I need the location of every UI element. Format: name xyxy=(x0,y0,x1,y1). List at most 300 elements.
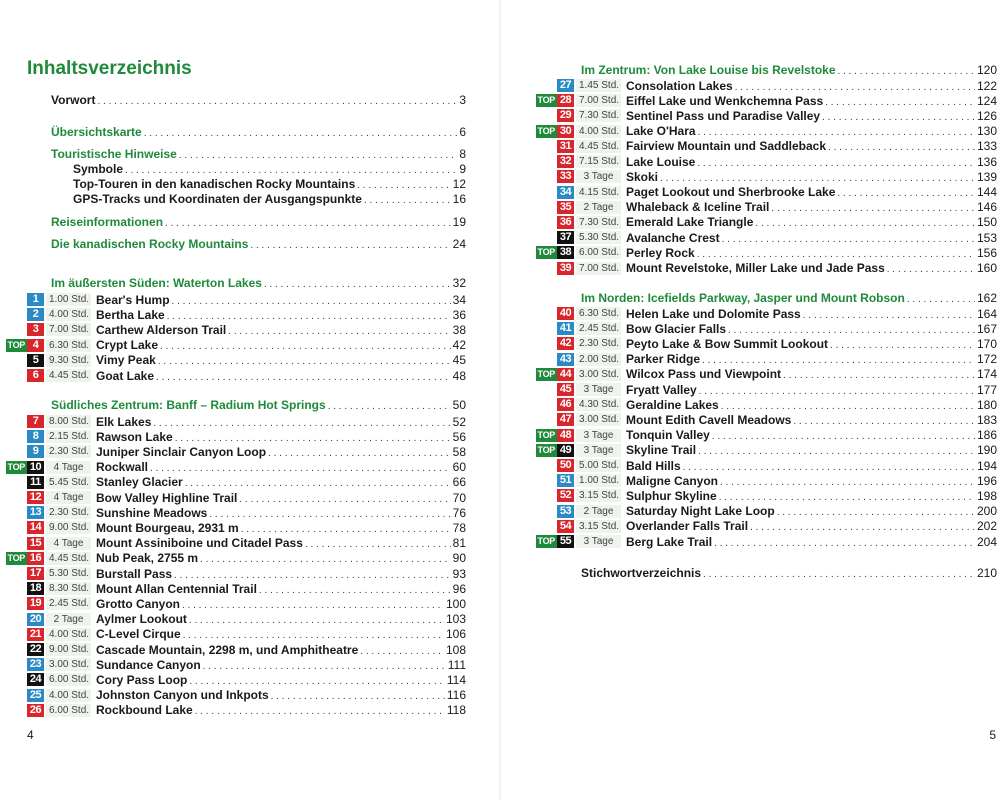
dot-leader xyxy=(837,185,975,199)
toc-entry[interactable] xyxy=(51,147,466,162)
tour-page-number: 114 xyxy=(446,672,466,687)
tour-name: Bow Glacier Falls xyxy=(626,321,727,336)
tour-entry-21[interactable] xyxy=(3,627,466,642)
page-number-right: 5 xyxy=(989,728,996,742)
toc-page-number: 210 xyxy=(976,566,997,580)
tour-number-badge: 22 xyxy=(27,643,44,656)
tour-duration: 3 Tage xyxy=(576,535,621,548)
toc-entry-label: Vorwort xyxy=(51,93,96,107)
tour-name: Sentinel Pass und Paradise Valley xyxy=(626,108,821,123)
section-heading-icefields[interactable] xyxy=(581,291,997,306)
tour-duration: 7.15 Std. xyxy=(576,155,621,168)
dot-leader xyxy=(241,521,451,535)
tour-name: Cascade Mountain, 2298 m, und Amphitheatre xyxy=(96,642,359,657)
tour-duration: 4.45 Std. xyxy=(576,140,621,153)
tour-number-badge: 34 xyxy=(557,186,574,199)
tour-page-number: 60 xyxy=(452,460,466,475)
toc-page-number: 6 xyxy=(459,125,466,139)
tour-entry-43[interactable] xyxy=(533,352,997,367)
dot-leader xyxy=(189,612,444,626)
tour-entry-55[interactable] xyxy=(533,534,997,549)
dot-leader xyxy=(703,566,975,582)
tour-name: Eiffel Lake und Wenkchemna Pass xyxy=(626,93,824,108)
dot-leader xyxy=(719,489,975,503)
tour-entry-48[interactable] xyxy=(533,428,997,443)
tour-name: Sulphur Skyline xyxy=(626,488,717,503)
tour-number-badge: 33 xyxy=(557,170,574,183)
tour-name: Juniper Sinclair Canyon Loop xyxy=(96,444,267,459)
tour-entry-8[interactable] xyxy=(3,429,466,444)
tour-name: Bertha Lake xyxy=(96,307,165,322)
tour-entry-46[interactable] xyxy=(533,397,997,412)
tour-duration: 2 Tage xyxy=(46,613,91,626)
tour-name: Mount Assiniboine und Citadel Pass xyxy=(96,536,303,551)
tour-name: Avalanche Crest xyxy=(626,230,720,245)
tour-number-badge: 1 xyxy=(27,293,44,306)
dot-leader xyxy=(182,597,444,611)
top-badge: TOP xyxy=(537,444,555,455)
tour-duration: 3 Tage xyxy=(576,444,621,457)
dot-leader xyxy=(683,459,975,473)
tour-duration: 2.45 Std. xyxy=(46,597,91,610)
tour-duration: 4.00 Std. xyxy=(576,125,621,138)
tour-entry-42[interactable] xyxy=(533,336,997,351)
tour-number-badge: 49 xyxy=(557,444,574,457)
dot-leader xyxy=(722,231,975,245)
dot-leader xyxy=(825,94,975,108)
tour-number-badge: 43 xyxy=(557,353,574,366)
tour-page-number: 34 xyxy=(452,292,466,307)
dot-leader xyxy=(271,688,445,702)
tour-duration: 1.00 Std. xyxy=(576,474,621,487)
dot-leader xyxy=(830,337,975,351)
toc-page-number: 8 xyxy=(459,147,466,161)
dot-leader xyxy=(783,367,975,381)
toc-page-number: 16 xyxy=(452,192,466,206)
toc-entry-label: Die kanadischen Rocky Mountains xyxy=(51,237,249,251)
tour-page-number: 45 xyxy=(452,353,466,368)
top-badge: TOP xyxy=(537,95,555,106)
top-slot xyxy=(533,444,557,457)
dot-leader xyxy=(660,170,975,184)
tour-number-badge: 12 xyxy=(27,491,44,504)
tour-entry-51[interactable] xyxy=(533,473,997,488)
top-badge: TOP xyxy=(537,125,555,136)
tour-name: Goat Lake xyxy=(96,368,155,383)
tour-duration: 9.30 Std. xyxy=(46,354,91,367)
tour-duration: 4.45 Std. xyxy=(46,369,91,382)
dot-leader xyxy=(305,536,451,550)
tour-duration: 2.30 Std. xyxy=(576,337,621,350)
toc-entry[interactable] xyxy=(51,93,466,108)
tour-name: Mount Allan Centennial Trail xyxy=(96,581,257,596)
dot-leader xyxy=(125,162,457,178)
toc-entry[interactable] xyxy=(73,162,466,177)
dot-leader xyxy=(150,460,451,474)
dot-leader xyxy=(360,643,444,657)
tour-name: Fairview Mountain und Saddleback xyxy=(626,139,827,154)
tour-number-badge: 27 xyxy=(557,79,574,92)
tour-entry-13[interactable] xyxy=(3,505,466,520)
tour-entry-35[interactable] xyxy=(533,200,997,215)
tour-entry-3[interactable] xyxy=(3,322,466,337)
toc-entry[interactable] xyxy=(73,177,466,192)
tour-duration: 3.00 Std. xyxy=(576,368,621,381)
toc-page-number: 3 xyxy=(459,93,466,107)
tour-number-badge: 23 xyxy=(27,658,44,671)
tour-name: Vimy Peak xyxy=(96,353,156,368)
tour-number-badge: 4 xyxy=(27,339,44,352)
tour-name: Overlander Falls Trail xyxy=(626,519,749,534)
tour-duration: 6.00 Std. xyxy=(576,246,621,259)
toc-entry-label: Stichwortverzeichnis xyxy=(581,566,702,580)
tour-entry-10[interactable] xyxy=(3,460,466,475)
tour-name: Johnston Canyon und Inkpots xyxy=(96,688,269,703)
tour-name: Helen Lake und Dolomite Pass xyxy=(626,306,801,321)
tour-entry-15[interactable] xyxy=(3,536,466,551)
tour-entry-1[interactable] xyxy=(3,292,466,307)
tour-name: Parker Ridge xyxy=(626,352,701,367)
dot-leader xyxy=(160,338,451,352)
tour-entry-47[interactable] xyxy=(533,412,997,427)
tour-entry-31[interactable] xyxy=(533,139,997,154)
top-badge: TOP xyxy=(7,461,25,472)
dot-leader xyxy=(203,658,446,672)
dot-leader xyxy=(907,291,975,307)
tour-name: C-Level Cirque xyxy=(96,627,181,642)
dot-leader xyxy=(728,322,975,336)
tour-page-number: 56 xyxy=(452,429,466,444)
tour-page-number: 172 xyxy=(976,352,997,367)
tour-entry-34[interactable] xyxy=(533,185,997,200)
tour-entry-7[interactable] xyxy=(3,414,466,429)
toc-page-number: 12 xyxy=(452,177,466,191)
tour-number-badge: 30 xyxy=(557,125,574,138)
tour-page-number: 204 xyxy=(976,534,997,549)
tour-duration: 2 Tage xyxy=(576,505,621,518)
tour-entry-25[interactable] xyxy=(3,688,466,703)
dot-leader xyxy=(174,567,451,581)
toc-entry[interactable] xyxy=(51,125,466,140)
dot-leader xyxy=(714,535,975,549)
tour-page-number: 118 xyxy=(446,703,466,718)
tour-page-number: 196 xyxy=(976,473,997,488)
tour-number-badge: 31 xyxy=(557,140,574,153)
tour-number-badge: 45 xyxy=(557,383,574,396)
tour-duration: 4.00 Std. xyxy=(46,628,91,641)
top-badge: TOP xyxy=(537,536,555,546)
toc-entry[interactable] xyxy=(73,192,466,207)
tour-name: Bald Hills xyxy=(626,458,681,473)
tour-duration: 7.00 Std. xyxy=(46,323,91,336)
dot-leader xyxy=(887,261,975,275)
tour-entry-18[interactable] xyxy=(3,581,466,596)
tour-entry-28[interactable] xyxy=(533,93,997,108)
tour-entry-49[interactable] xyxy=(533,443,997,458)
tour-page-number: 160 xyxy=(976,261,997,276)
tour-duration: 3 Tage xyxy=(576,170,621,183)
tour-entry-27[interactable] xyxy=(533,78,997,93)
tour-duration: 3 Tage xyxy=(576,383,621,396)
top-badge: TOP xyxy=(537,368,555,379)
page-number-left: 4 xyxy=(27,728,34,742)
tour-number-badge: 3 xyxy=(27,323,44,336)
tour-name: Mount Bourgeau, 2931 m xyxy=(96,520,239,535)
tour-entry-38[interactable] xyxy=(533,245,997,260)
tour-page-number: 96 xyxy=(452,581,466,596)
tour-duration: 7.30 Std. xyxy=(576,216,621,229)
dot-leader xyxy=(144,125,458,141)
tour-page-number: 122 xyxy=(976,78,997,93)
tour-number-badge: 52 xyxy=(557,489,574,502)
tour-entry-32[interactable] xyxy=(533,154,997,169)
tour-name: Berg Lake Trail xyxy=(626,534,713,549)
tour-entry-44[interactable] xyxy=(533,367,997,382)
dot-leader xyxy=(167,308,451,322)
tour-duration: 4 Tage xyxy=(46,491,91,504)
top-slot xyxy=(3,461,27,474)
tour-duration: 9.00 Std. xyxy=(46,643,91,656)
tour-number-badge: 14 xyxy=(27,521,44,534)
top-badge: TOP xyxy=(7,552,25,563)
top-slot xyxy=(533,429,557,442)
tour-page-number: 164 xyxy=(976,306,997,321)
tour-name: Stanley Glacier xyxy=(96,475,183,490)
tour-number-badge: 39 xyxy=(557,262,574,275)
tour-entry-20[interactable] xyxy=(3,612,466,627)
tour-page-number: 144 xyxy=(976,185,997,200)
dot-leader xyxy=(228,323,450,337)
toc-page-number: 32 xyxy=(452,276,466,290)
dot-leader xyxy=(712,428,975,442)
tour-number-badge: 26 xyxy=(27,704,44,717)
tour-name: Emerald Lake Triangle xyxy=(626,215,754,230)
dot-leader xyxy=(828,139,975,153)
tour-duration: 5.30 Std. xyxy=(576,231,621,244)
tour-name: Mount Revelstoke, Miller Lake und Jade Pass xyxy=(626,261,885,276)
tour-page-number: 106 xyxy=(445,627,466,642)
tour-entry-11[interactable] xyxy=(3,475,466,490)
tour-entry-54[interactable] xyxy=(533,519,997,534)
tour-number-badge: 29 xyxy=(557,109,574,122)
tour-name: Sundance Canyon xyxy=(96,657,201,672)
tour-name: Cory Pass Loop xyxy=(96,672,188,687)
top-slot xyxy=(533,94,557,107)
tour-entry-37[interactable] xyxy=(533,230,997,245)
tour-duration: 3 Tage xyxy=(576,429,621,442)
tour-entry-29[interactable] xyxy=(533,108,997,123)
tour-entry-52[interactable] xyxy=(533,488,997,503)
dot-leader xyxy=(721,398,975,412)
toc-page-number: 24 xyxy=(452,237,466,251)
tour-page-number: 100 xyxy=(445,596,466,611)
tour-number-badge: 50 xyxy=(557,459,574,472)
tour-entry-14[interactable] xyxy=(3,520,466,535)
tour-duration: 5.00 Std. xyxy=(576,459,621,472)
dot-leader xyxy=(239,491,450,505)
dot-leader xyxy=(328,398,451,414)
dot-leader xyxy=(259,582,451,596)
tour-number-badge: 21 xyxy=(27,628,44,641)
section-heading-waterton[interactable] xyxy=(51,276,466,291)
tour-page-number: 76 xyxy=(452,505,466,520)
tour-number-badge: 7 xyxy=(27,415,44,428)
toc-entry[interactable] xyxy=(51,237,466,252)
tour-entry-45[interactable] xyxy=(533,382,997,397)
toc-page-number: 19 xyxy=(452,215,466,229)
tour-name: Consolation Lakes xyxy=(626,78,733,93)
dot-leader xyxy=(698,124,975,138)
dot-leader xyxy=(250,237,450,253)
tour-entry-40[interactable] xyxy=(533,306,997,321)
tour-entry-36[interactable] xyxy=(533,215,997,230)
dot-leader xyxy=(185,475,451,489)
tour-name: Wilcox Pass und Viewpoint xyxy=(626,367,782,382)
tour-number-badge: 32 xyxy=(557,155,574,168)
toc-entry-label: Top-Touren in den kanadischen Rocky Mountains xyxy=(73,177,356,191)
tour-entry-6[interactable] xyxy=(3,368,466,383)
tour-entry-12[interactable] xyxy=(3,490,466,505)
tour-entry-50[interactable] xyxy=(533,458,997,473)
tour-name: Fryatt Valley xyxy=(626,382,697,397)
tour-number-badge: 16 xyxy=(27,552,44,565)
tour-number-badge: 6 xyxy=(27,369,44,382)
tour-name: Crypt Lake xyxy=(96,338,159,353)
dot-leader xyxy=(698,443,975,457)
tour-entry-9[interactable] xyxy=(3,444,466,459)
tour-name: Carthew Alderson Trail xyxy=(96,322,227,337)
tour-number-badge: 44 xyxy=(557,368,574,381)
dot-leader xyxy=(179,147,458,163)
tour-entry-19[interactable] xyxy=(3,596,466,611)
dot-leader xyxy=(697,155,975,169)
tour-duration: 8.00 Std. xyxy=(46,415,91,428)
tour-entry-53[interactable] xyxy=(533,504,997,519)
tour-entry-16[interactable] xyxy=(3,551,466,566)
toc-entry-label: Touristische Hinweise xyxy=(51,147,177,161)
dot-leader xyxy=(697,246,975,260)
tour-duration: 3.15 Std. xyxy=(576,489,621,502)
tour-page-number: 183 xyxy=(976,412,997,427)
tour-page-number: 202 xyxy=(976,519,997,534)
tour-page-number: 111 xyxy=(447,657,466,672)
tour-duration: 4.00 Std. xyxy=(46,689,91,702)
tour-entry-23[interactable] xyxy=(3,657,466,672)
tour-entry-22[interactable] xyxy=(3,642,466,657)
tour-page-number: 124 xyxy=(976,93,997,108)
tour-number-badge: 5 xyxy=(27,354,44,367)
dot-leader xyxy=(183,627,444,641)
tour-number-badge: 51 xyxy=(557,474,574,487)
tour-name: Bow Valley Highline Trail xyxy=(96,490,238,505)
section-heading-lake-louise[interactable] xyxy=(581,63,997,78)
tour-page-number: 170 xyxy=(976,336,997,351)
toc-entry-label: Südliches Zentrum: Banff – Radium Hot Springs xyxy=(51,398,326,412)
tour-page-number: 58 xyxy=(452,444,466,459)
tour-number-badge: 55 xyxy=(557,535,574,548)
tour-number-badge: 15 xyxy=(27,537,44,550)
section-heading-banff[interactable] xyxy=(51,398,466,413)
tour-page-number: 42 xyxy=(452,338,466,353)
tour-name: Elk Lakes xyxy=(96,414,152,429)
tour-page-number: 103 xyxy=(445,612,466,627)
tour-number-badge: 37 xyxy=(557,231,574,244)
tour-name: Mount Edith Cavell Meadows xyxy=(626,412,792,427)
top-badge: TOP xyxy=(7,339,25,350)
tour-duration: 4.15 Std. xyxy=(576,186,621,199)
tour-duration: 7.00 Std. xyxy=(576,262,621,275)
tour-page-number: 180 xyxy=(976,397,997,412)
tour-entry-5[interactable] xyxy=(3,353,466,368)
tour-name: Whaleback & Iceline Trail xyxy=(626,200,770,215)
dot-leader xyxy=(200,551,451,565)
tour-page-number: 36 xyxy=(452,307,466,322)
tour-entry-4[interactable] xyxy=(3,338,466,353)
tour-duration: 7.00 Std. xyxy=(576,94,621,107)
toc-entry-index[interactable] xyxy=(581,566,997,581)
tour-entry-24[interactable] xyxy=(3,672,466,687)
tour-duration: 4.30 Std. xyxy=(576,398,621,411)
tour-number-badge: 36 xyxy=(557,216,574,229)
tour-duration: 2.30 Std. xyxy=(46,506,91,519)
tour-name: Saturday Night Lake Loop xyxy=(626,504,775,519)
tour-number-badge: 42 xyxy=(557,337,574,350)
tour-page-number: 150 xyxy=(976,215,997,230)
dot-leader xyxy=(153,415,450,429)
tour-number-badge: 54 xyxy=(557,520,574,533)
tour-name: Peyto Lake & Bow Summit Lookout xyxy=(626,336,829,351)
tour-entry-17[interactable] xyxy=(3,566,466,581)
tour-page-number: 130 xyxy=(976,124,997,139)
dot-leader xyxy=(97,93,457,109)
tour-number-badge: 2 xyxy=(27,308,44,321)
tour-duration: 3.00 Std. xyxy=(576,413,621,426)
tour-entry-30[interactable] xyxy=(533,124,997,139)
tour-duration: 2 Tage xyxy=(576,201,621,214)
dot-leader xyxy=(165,215,451,231)
tour-duration: 6.00 Std. xyxy=(46,704,91,717)
tour-number-badge: 24 xyxy=(27,673,44,686)
dot-leader xyxy=(364,192,451,208)
tour-duration: 1.00 Std. xyxy=(46,293,91,306)
tour-entry-39[interactable] xyxy=(533,261,997,276)
tour-entry-33[interactable] xyxy=(533,169,997,184)
tour-number-badge: 8 xyxy=(27,430,44,443)
tour-entry-26[interactable] xyxy=(3,703,466,718)
dot-leader xyxy=(838,63,975,79)
tour-entry-2[interactable] xyxy=(3,307,466,322)
tour-page-number: 177 xyxy=(976,382,997,397)
tour-duration: 3.15 Std. xyxy=(576,520,621,533)
tour-duration: 5.45 Std. xyxy=(46,476,91,489)
right-page xyxy=(500,0,1000,800)
tour-duration: 2.30 Std. xyxy=(46,445,91,458)
tour-page-number: 108 xyxy=(445,642,466,657)
tour-name: Skyline Trail xyxy=(626,443,697,458)
tour-number-badge: 17 xyxy=(27,567,44,580)
tour-entry-41[interactable] xyxy=(533,321,997,336)
tour-number-badge: 38 xyxy=(557,246,574,259)
tour-page-number: 186 xyxy=(976,428,997,443)
tour-page-number: 174 xyxy=(976,367,997,382)
toc-entry[interactable] xyxy=(51,215,466,230)
dot-leader xyxy=(209,506,450,520)
tour-page-number: 52 xyxy=(452,414,466,429)
tour-number-badge: 13 xyxy=(27,506,44,519)
dot-leader xyxy=(702,352,975,366)
tour-duration: 4.00 Std. xyxy=(46,308,91,321)
tour-page-number: 38 xyxy=(452,322,466,337)
